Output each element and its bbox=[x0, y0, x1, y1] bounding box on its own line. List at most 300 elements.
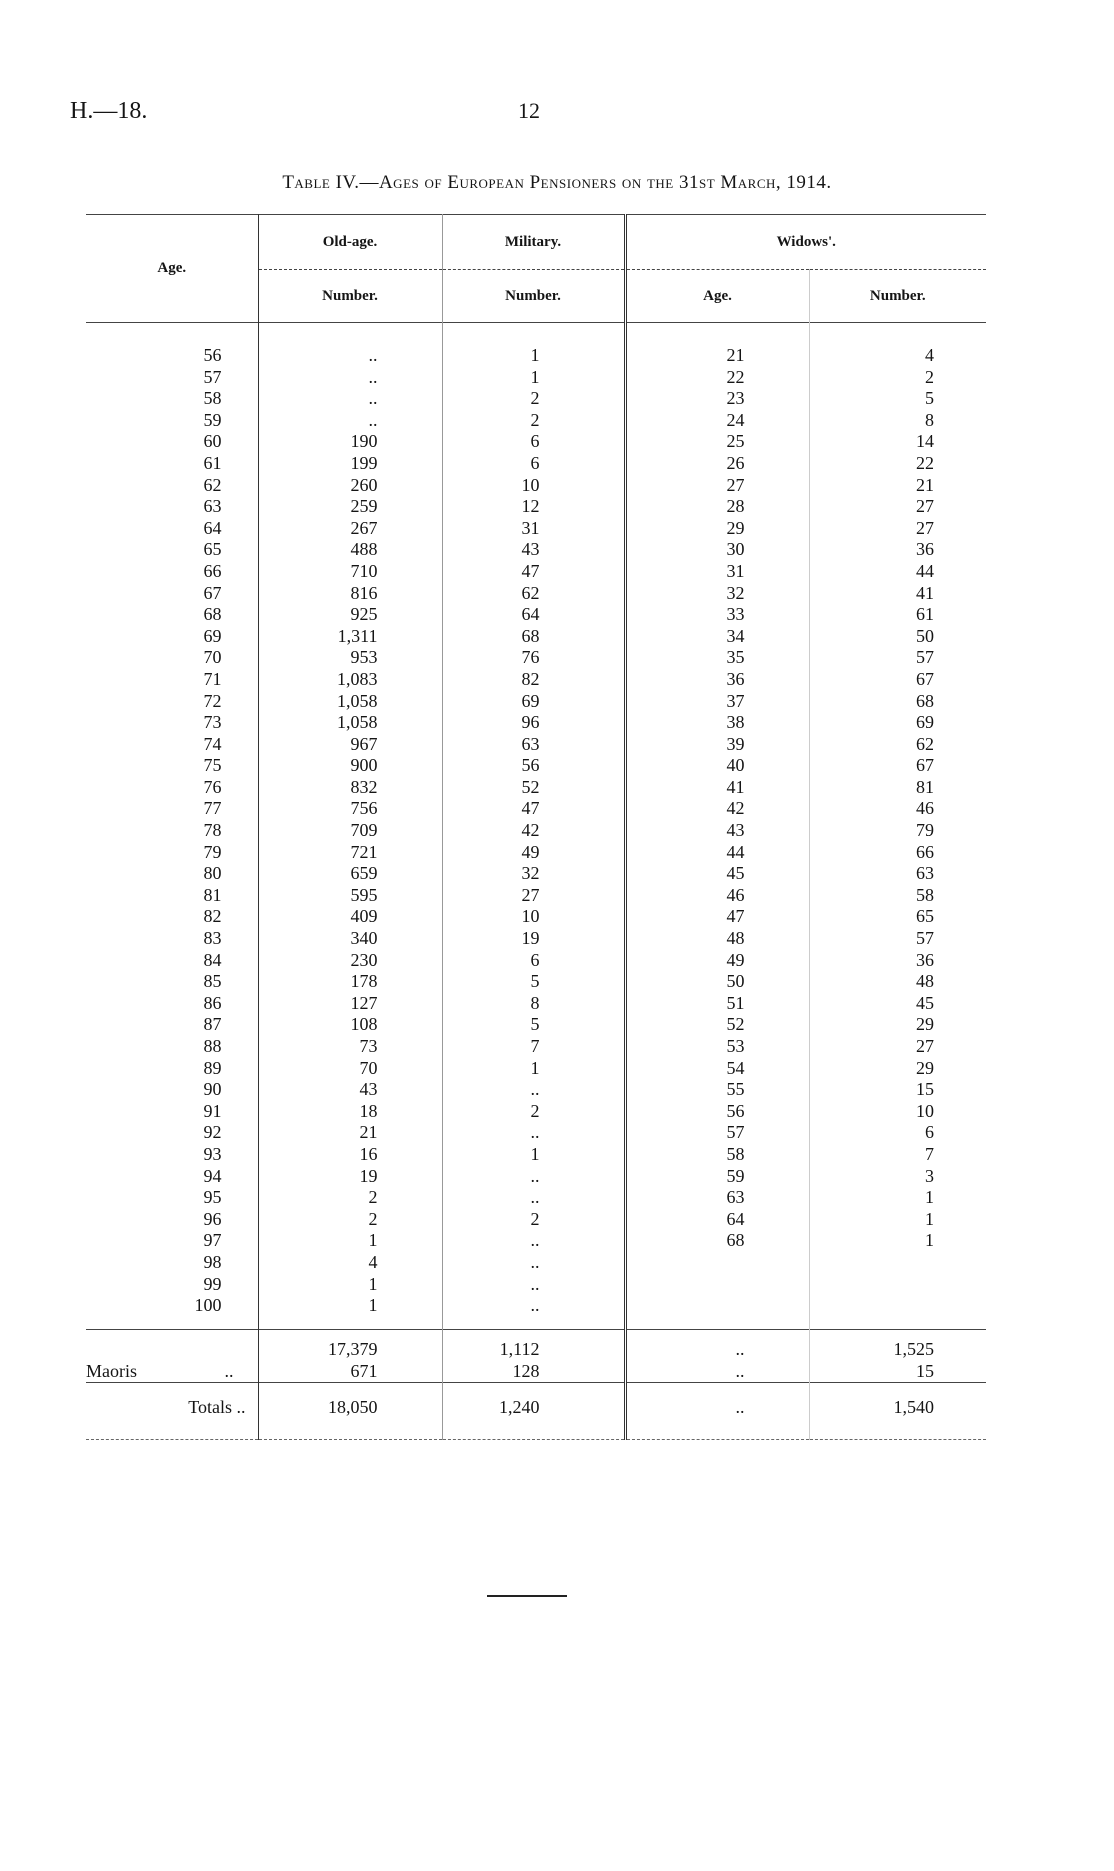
cell-military-number: 2 bbox=[442, 410, 625, 432]
table-row bbox=[86, 1187, 986, 1209]
cell-military-number: .. bbox=[442, 1187, 625, 1209]
cell-widows-number: 15 bbox=[916, 1079, 934, 1100]
cell-age: 91 bbox=[86, 1101, 258, 1123]
cell-widows-number: 66 bbox=[916, 841, 934, 862]
cell-military-number: .. bbox=[442, 1252, 625, 1274]
cell-widows-number: 44 bbox=[916, 560, 934, 581]
cell-old-age-number: 178 bbox=[258, 971, 442, 993]
cell-age: 85 bbox=[86, 971, 258, 993]
cell-military-number: .. bbox=[442, 1122, 625, 1144]
table-row bbox=[86, 1101, 986, 1123]
cell-widows-age: 48 bbox=[625, 928, 809, 950]
table-row bbox=[86, 345, 986, 367]
table-row bbox=[86, 885, 986, 907]
table-row bbox=[86, 1230, 986, 1252]
cell-widows-age: 41 bbox=[625, 777, 809, 799]
cell-widows-number: 1 bbox=[925, 1230, 934, 1251]
subtotal-old-age: 17,379 bbox=[258, 1329, 442, 1360]
cell-widows-number: 67 bbox=[916, 755, 934, 776]
cell-widows-age: 30 bbox=[625, 539, 809, 561]
cell-old-age-number: 1,311 bbox=[258, 626, 442, 648]
cell-widows-age: 54 bbox=[625, 1058, 809, 1080]
cell-old-age-number: 259 bbox=[258, 496, 442, 518]
cell-widows-age: 39 bbox=[625, 734, 809, 756]
table-row bbox=[86, 626, 986, 648]
cell-widows-age: 58 bbox=[625, 1144, 809, 1166]
cell-military-number: 5 bbox=[442, 1014, 625, 1036]
cell-widows-number: 7 bbox=[925, 1143, 934, 1164]
table-row bbox=[86, 583, 986, 605]
cell-old-age-number: 709 bbox=[258, 820, 442, 842]
closing-rule bbox=[487, 1595, 567, 1597]
cell-widows-number: 27 bbox=[916, 517, 934, 538]
cell-widows-age: 42 bbox=[625, 798, 809, 820]
cell-age: 83 bbox=[86, 928, 258, 950]
cell-age: 84 bbox=[86, 950, 258, 972]
cell-old-age-number: 73 bbox=[258, 1036, 442, 1058]
cell-widows-number bbox=[809, 1252, 986, 1274]
table-row bbox=[86, 950, 986, 972]
cell-widows-age bbox=[625, 1295, 809, 1329]
table-row bbox=[86, 1274, 986, 1296]
cell-military-number: 47 bbox=[442, 561, 625, 583]
cell-age: 99 bbox=[86, 1274, 258, 1296]
cell-old-age-number: 260 bbox=[258, 475, 442, 497]
cell-military-number: .. bbox=[442, 1295, 625, 1329]
table-row bbox=[86, 539, 986, 561]
cell-military-number: 49 bbox=[442, 842, 625, 864]
cell-widows-number: 5 bbox=[925, 388, 934, 409]
table-row bbox=[86, 431, 986, 453]
maoris-label: Maoris bbox=[86, 1360, 137, 1381]
cell-military-number: 76 bbox=[442, 647, 625, 669]
cell-age: 95 bbox=[86, 1187, 258, 1209]
cell-military-number: 68 bbox=[442, 626, 625, 648]
table-row bbox=[86, 971, 986, 993]
page-number: 12 bbox=[518, 98, 540, 123]
cell-age: 74 bbox=[86, 734, 258, 756]
cell-widows-age: 25 bbox=[625, 431, 809, 453]
cell-age: 56 bbox=[86, 345, 258, 367]
cell-old-age-number: 409 bbox=[258, 906, 442, 928]
cell-widows-age: 21 bbox=[625, 345, 809, 367]
cell-widows-age: 59 bbox=[625, 1166, 809, 1188]
table-row bbox=[86, 496, 986, 518]
cell-widows-number: 61 bbox=[916, 604, 934, 625]
cell-military-number: 10 bbox=[442, 906, 625, 928]
cell-widows-number: 45 bbox=[916, 992, 934, 1013]
cell-widows-number: 57 bbox=[916, 647, 934, 668]
table-row bbox=[86, 777, 986, 799]
table-row bbox=[86, 669, 986, 691]
cell-military-number: 62 bbox=[442, 583, 625, 605]
table-row bbox=[86, 712, 986, 734]
cell-widows-number: 81 bbox=[916, 776, 934, 797]
cell-military-number: .. bbox=[442, 1166, 625, 1188]
cell-widows-age: 36 bbox=[625, 669, 809, 691]
table-row bbox=[86, 1058, 986, 1080]
cell-widows-number: 79 bbox=[916, 820, 934, 841]
cell-old-age-number: 230 bbox=[258, 950, 442, 972]
cell-widows-number: 8 bbox=[925, 409, 934, 430]
cell-widows-number: 68 bbox=[916, 690, 934, 711]
cell-age: 75 bbox=[86, 755, 258, 777]
cell-military-number: 6 bbox=[442, 950, 625, 972]
cell-military-number: 2 bbox=[442, 1209, 625, 1231]
header-age: Age. bbox=[86, 215, 258, 323]
table-row bbox=[86, 1014, 986, 1036]
cell-widows-age: 56 bbox=[625, 1101, 809, 1123]
cell-widows-age: 23 bbox=[625, 388, 809, 410]
cell-military-number: 96 bbox=[442, 712, 625, 734]
cell-widows-age: 55 bbox=[625, 1079, 809, 1101]
cell-widows-number: 14 bbox=[916, 431, 934, 452]
cell-age: 63 bbox=[86, 496, 258, 518]
cell-old-age-number: 70 bbox=[258, 1058, 442, 1080]
cell-widows-age: 31 bbox=[625, 561, 809, 583]
table-row bbox=[86, 1079, 986, 1101]
cell-old-age-number: 19 bbox=[258, 1166, 442, 1188]
cell-age: 77 bbox=[86, 798, 258, 820]
table-row bbox=[86, 863, 986, 885]
cell-widows-age: 34 bbox=[625, 626, 809, 648]
cell-widows-age: 32 bbox=[625, 583, 809, 605]
cell-widows-number: 36 bbox=[916, 949, 934, 970]
maoris-widows-age: .. bbox=[625, 1360, 809, 1383]
cell-old-age-number: 108 bbox=[258, 1014, 442, 1036]
cell-age: 98 bbox=[86, 1252, 258, 1274]
cell-age: 57 bbox=[86, 367, 258, 389]
cell-military-number: 43 bbox=[442, 539, 625, 561]
cell-old-age-number: 488 bbox=[258, 539, 442, 561]
cell-age: 92 bbox=[86, 1122, 258, 1144]
table-row bbox=[86, 1122, 986, 1144]
cell-widows-number: 63 bbox=[916, 863, 934, 884]
totals-widows-age: .. bbox=[625, 1382, 809, 1439]
cell-military-number: 47 bbox=[442, 798, 625, 820]
table-row bbox=[86, 453, 986, 475]
cell-old-age-number: 1,058 bbox=[258, 712, 442, 734]
cell-widows-age: 37 bbox=[625, 691, 809, 713]
cell-military-number: 7 bbox=[442, 1036, 625, 1058]
cell-widows-number: 29 bbox=[916, 1057, 934, 1078]
table-row bbox=[86, 475, 986, 497]
cell-widows-number: 1 bbox=[925, 1208, 934, 1229]
cell-widows-age: 47 bbox=[625, 906, 809, 928]
cell-age: 96 bbox=[86, 1209, 258, 1231]
cell-widows-age: 43 bbox=[625, 820, 809, 842]
cell-age: 73 bbox=[86, 712, 258, 734]
table-row bbox=[86, 820, 986, 842]
cell-age: 64 bbox=[86, 518, 258, 540]
cell-widows-age: 22 bbox=[625, 367, 809, 389]
cell-military-number: 12 bbox=[442, 496, 625, 518]
cell-old-age-number: 190 bbox=[258, 431, 442, 453]
cell-old-age-number: 199 bbox=[258, 453, 442, 475]
subtotal-widows-age: .. bbox=[625, 1329, 809, 1360]
cell-military-number: 19 bbox=[442, 928, 625, 950]
cell-military-number: 6 bbox=[442, 453, 625, 475]
cell-widows-number: 58 bbox=[916, 884, 934, 905]
cell-age: 81 bbox=[86, 885, 258, 907]
cell-widows-age: 40 bbox=[625, 755, 809, 777]
header-widows: Widows'. bbox=[625, 215, 986, 270]
cell-military-number: 10 bbox=[442, 475, 625, 497]
cell-widows-age bbox=[625, 1274, 809, 1296]
maoris-dots: .. bbox=[224, 1360, 234, 1381]
cell-widows-number: 3 bbox=[925, 1165, 934, 1186]
cell-age: 80 bbox=[86, 863, 258, 885]
cell-military-number: 69 bbox=[442, 691, 625, 713]
cell-military-number: 1 bbox=[442, 1144, 625, 1166]
cell-widows-age: 63 bbox=[625, 1187, 809, 1209]
cell-age: 67 bbox=[86, 583, 258, 605]
table-row bbox=[86, 734, 986, 756]
cell-age: 86 bbox=[86, 993, 258, 1015]
cell-age: 65 bbox=[86, 539, 258, 561]
header-military: Military. bbox=[442, 215, 625, 270]
cell-widows-age: 57 bbox=[625, 1122, 809, 1144]
cell-widows-age: 46 bbox=[625, 885, 809, 907]
table-row bbox=[86, 1036, 986, 1058]
cell-old-age-number: 1,083 bbox=[258, 669, 442, 691]
cell-old-age-number: 925 bbox=[258, 604, 442, 626]
cell-military-number: 82 bbox=[442, 669, 625, 691]
table-row bbox=[86, 842, 986, 864]
cell-old-age-number: 2 bbox=[258, 1187, 442, 1209]
cell-military-number: 1 bbox=[442, 367, 625, 389]
cell-widows-age: 51 bbox=[625, 993, 809, 1015]
cell-military-number: 32 bbox=[442, 863, 625, 885]
cell-age: 88 bbox=[86, 1036, 258, 1058]
maoris-widows-number: 15 bbox=[916, 1360, 934, 1381]
cell-widows-number: 2 bbox=[925, 366, 934, 387]
cell-military-number: 5 bbox=[442, 971, 625, 993]
cell-military-number: 1 bbox=[442, 345, 625, 367]
cell-military-number: .. bbox=[442, 1274, 625, 1296]
cell-age: 79 bbox=[86, 842, 258, 864]
cell-old-age-number: .. bbox=[258, 367, 442, 389]
cell-old-age-number: 1,058 bbox=[258, 691, 442, 713]
table-row bbox=[86, 906, 986, 928]
cell-old-age-number: 659 bbox=[258, 863, 442, 885]
cell-military-number: .. bbox=[442, 1079, 625, 1101]
cell-old-age-number: 721 bbox=[258, 842, 442, 864]
table-body bbox=[86, 345, 986, 1329]
table-row bbox=[86, 993, 986, 1015]
cell-military-number: 2 bbox=[442, 1101, 625, 1123]
header-military-number: Number. bbox=[442, 270, 625, 323]
cell-widows-age: 29 bbox=[625, 518, 809, 540]
table-row bbox=[86, 928, 986, 950]
table-row bbox=[86, 388, 986, 410]
cell-age: 97 bbox=[86, 1230, 258, 1252]
cell-old-age-number: 710 bbox=[258, 561, 442, 583]
cell-military-number: 63 bbox=[442, 734, 625, 756]
subtotal-widows-number: 1,525 bbox=[809, 1329, 986, 1360]
cell-widows-number: 41 bbox=[916, 582, 934, 603]
cell-old-age-number: 127 bbox=[258, 993, 442, 1015]
cell-military-number: .. bbox=[442, 1230, 625, 1252]
cell-age: 72 bbox=[86, 691, 258, 713]
cell-age: 78 bbox=[86, 820, 258, 842]
cell-old-age-number: 816 bbox=[258, 583, 442, 605]
table-row bbox=[86, 518, 986, 540]
cell-old-age-number: 340 bbox=[258, 928, 442, 950]
cell-old-age-number: 4 bbox=[258, 1252, 442, 1274]
cell-widows-age bbox=[625, 1252, 809, 1274]
table-row bbox=[86, 1144, 986, 1166]
cell-widows-number: 1 bbox=[925, 1187, 934, 1208]
maoris-old-age: 671 bbox=[258, 1360, 442, 1383]
cell-widows-number: 10 bbox=[916, 1100, 934, 1121]
cell-widows-number: 22 bbox=[916, 452, 934, 473]
cell-widows-age: 49 bbox=[625, 950, 809, 972]
cell-age: 71 bbox=[86, 669, 258, 691]
totals-military: 1,240 bbox=[442, 1382, 625, 1439]
totals-label: Totals .. bbox=[86, 1382, 258, 1439]
cell-military-number: 31 bbox=[442, 518, 625, 540]
cell-age: 68 bbox=[86, 604, 258, 626]
table-row bbox=[86, 1166, 986, 1188]
cell-old-age-number: 16 bbox=[258, 1144, 442, 1166]
cell-old-age-number: 43 bbox=[258, 1079, 442, 1101]
table-row bbox=[86, 691, 986, 713]
table-title: Table IV.—Ages of European Pensioners on the 31st March, 1914. bbox=[282, 172, 832, 193]
cell-military-number: 6 bbox=[442, 431, 625, 453]
cell-age: 90 bbox=[86, 1079, 258, 1101]
cell-old-age-number: 21 bbox=[258, 1122, 442, 1144]
cell-age: 60 bbox=[86, 431, 258, 453]
cell-old-age-number: .. bbox=[258, 345, 442, 367]
cell-military-number: 8 bbox=[442, 993, 625, 1015]
cell-widows-age: 53 bbox=[625, 1036, 809, 1058]
cell-old-age-number: 967 bbox=[258, 734, 442, 756]
cell-widows-number bbox=[809, 1295, 986, 1329]
cell-widows-number: 36 bbox=[916, 539, 934, 560]
maoris-row bbox=[86, 1360, 986, 1383]
cell-age: 62 bbox=[86, 475, 258, 497]
cell-military-number: 64 bbox=[442, 604, 625, 626]
header-widows-age: Age. bbox=[625, 270, 809, 323]
table-row bbox=[86, 561, 986, 583]
cell-age: 58 bbox=[86, 388, 258, 410]
cell-military-number: 27 bbox=[442, 885, 625, 907]
subtotal-row bbox=[86, 1329, 986, 1360]
header-widows-number: Number. bbox=[869, 287, 926, 304]
cell-widows-age: 28 bbox=[625, 496, 809, 518]
cell-widows-number: 69 bbox=[916, 712, 934, 733]
cell-military-number: 2 bbox=[442, 388, 625, 410]
table-row bbox=[86, 1295, 986, 1329]
cell-widows-number: 57 bbox=[916, 928, 934, 949]
cell-age: 100 bbox=[86, 1295, 258, 1329]
cell-widows-age: 64 bbox=[625, 1209, 809, 1231]
subtotal-military: 1,112 bbox=[442, 1329, 625, 1360]
cell-old-age-number: 900 bbox=[258, 755, 442, 777]
cell-age: 61 bbox=[86, 453, 258, 475]
cell-age: 82 bbox=[86, 906, 258, 928]
cell-widows-age: 27 bbox=[625, 475, 809, 497]
cell-age: 93 bbox=[86, 1144, 258, 1166]
table-row bbox=[86, 755, 986, 777]
cell-age: 94 bbox=[86, 1166, 258, 1188]
table-row bbox=[86, 798, 986, 820]
cell-widows-age: 52 bbox=[625, 1014, 809, 1036]
cell-old-age-number: 1 bbox=[258, 1274, 442, 1296]
document-reference: H.—18. bbox=[70, 98, 148, 124]
cell-widows-age: 50 bbox=[625, 971, 809, 993]
cell-widows-age: 45 bbox=[625, 863, 809, 885]
cell-old-age-number: .. bbox=[258, 410, 442, 432]
header-old-age: Old-age. bbox=[258, 215, 442, 270]
cell-age: 76 bbox=[86, 777, 258, 799]
cell-age: 87 bbox=[86, 1014, 258, 1036]
cell-military-number: 1 bbox=[442, 1058, 625, 1080]
cell-old-age-number: 832 bbox=[258, 777, 442, 799]
table-row bbox=[86, 647, 986, 669]
maoris-military: 128 bbox=[442, 1360, 625, 1383]
cell-old-age-number: 953 bbox=[258, 647, 442, 669]
totals-old-age: 18,050 bbox=[258, 1382, 442, 1439]
header-old-age-number: Number. bbox=[258, 270, 442, 323]
cell-age: 70 bbox=[86, 647, 258, 669]
table-row bbox=[86, 410, 986, 432]
cell-widows-age: 35 bbox=[625, 647, 809, 669]
cell-widows-age: 33 bbox=[625, 604, 809, 626]
cell-widows-number: 48 bbox=[916, 971, 934, 992]
cell-widows-number: 50 bbox=[916, 625, 934, 646]
cell-military-number: 52 bbox=[442, 777, 625, 799]
cell-widows-number: 4 bbox=[925, 345, 934, 365]
table-row bbox=[86, 1209, 986, 1231]
cell-age: 69 bbox=[86, 626, 258, 648]
cell-age: 59 bbox=[86, 410, 258, 432]
cell-old-age-number: 1 bbox=[258, 1230, 442, 1252]
table-row bbox=[86, 367, 986, 389]
cell-widows-number: 67 bbox=[916, 668, 934, 689]
cell-widows-age: 24 bbox=[625, 410, 809, 432]
cell-widows-number bbox=[809, 1274, 986, 1296]
cell-widows-number: 65 bbox=[916, 906, 934, 927]
cell-widows-number: 27 bbox=[916, 496, 934, 517]
cell-military-number: 56 bbox=[442, 755, 625, 777]
cell-widows-number: 46 bbox=[916, 798, 934, 819]
cell-widows-number: 29 bbox=[916, 1014, 934, 1035]
cell-old-age-number: 595 bbox=[258, 885, 442, 907]
cell-widows-number: 6 bbox=[925, 1122, 934, 1143]
totals-row bbox=[86, 1382, 986, 1439]
cell-old-age-number: 267 bbox=[258, 518, 442, 540]
table-row bbox=[86, 604, 986, 626]
cell-widows-age: 26 bbox=[625, 453, 809, 475]
cell-old-age-number: 18 bbox=[258, 1101, 442, 1123]
table-row bbox=[86, 1252, 986, 1274]
totals-widows-number: 1,540 bbox=[809, 1382, 986, 1439]
cell-widows-age: 44 bbox=[625, 842, 809, 864]
cell-military-number: 42 bbox=[442, 820, 625, 842]
cell-old-age-number: 756 bbox=[258, 798, 442, 820]
cell-old-age-number: 1 bbox=[258, 1295, 442, 1329]
cell-age: 89 bbox=[86, 1058, 258, 1080]
cell-widows-age: 38 bbox=[625, 712, 809, 734]
cell-age: 66 bbox=[86, 561, 258, 583]
cell-widows-number: 27 bbox=[916, 1036, 934, 1056]
cell-old-age-number: 2 bbox=[258, 1209, 442, 1231]
cell-widows-age: 68 bbox=[625, 1230, 809, 1252]
cell-old-age-number: .. bbox=[258, 388, 442, 410]
cell-widows-number: 62 bbox=[916, 733, 934, 754]
